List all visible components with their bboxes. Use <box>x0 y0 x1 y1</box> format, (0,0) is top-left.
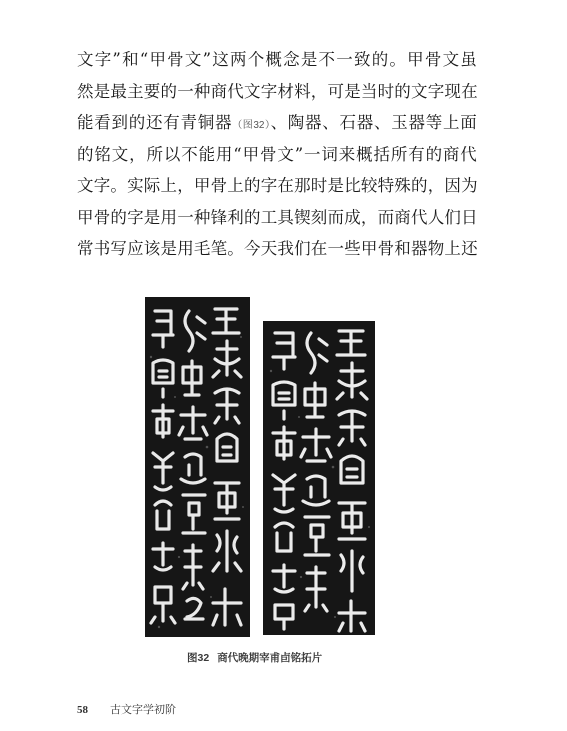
inscription-rubbing-left <box>145 297 250 637</box>
text-line-1: 文字”和“甲骨文”这两个概念是不一致的。甲骨文虽 <box>77 50 477 69</box>
rubbing-right-image <box>263 321 375 635</box>
text-line-3: 能看到的还有青铜器（图32）、陶器、石器、玉器等上面 <box>77 113 477 132</box>
text-line-7: 常书写应该是用毛笔。今天我们在一些甲骨和器物上还 <box>77 239 478 258</box>
inscription-rubbing-right <box>263 321 375 635</box>
figure-number: 图32 <box>187 652 210 664</box>
body-paragraph <box>77 44 477 265</box>
book-title: 古文字学初阶 <box>110 703 176 716</box>
text-line-2: 然是最主要的一种商代文字材料，可是当时的文字现在 <box>77 81 478 101</box>
page-footer <box>77 701 176 717</box>
text-line-6: 甲骨的字是用一种锋利的工具锲刻而成，而商代人们日 <box>77 207 478 227</box>
figure-reference: （图32） <box>232 120 271 131</box>
figure-rubbings <box>145 297 377 637</box>
text-line-4: 的铭文，所以不能用“甲骨文”一词来概括所有的商代 <box>77 144 477 164</box>
rubbing-left-image <box>145 297 250 637</box>
figure-caption-text: 商代晚期宰甫卣铭拓片 <box>217 652 323 664</box>
page-number: 58 <box>77 704 88 716</box>
figure-caption <box>187 650 387 665</box>
text-line-5: 文字。实际上，甲骨上的字在那时是比较特殊的，因为 <box>77 176 478 195</box>
